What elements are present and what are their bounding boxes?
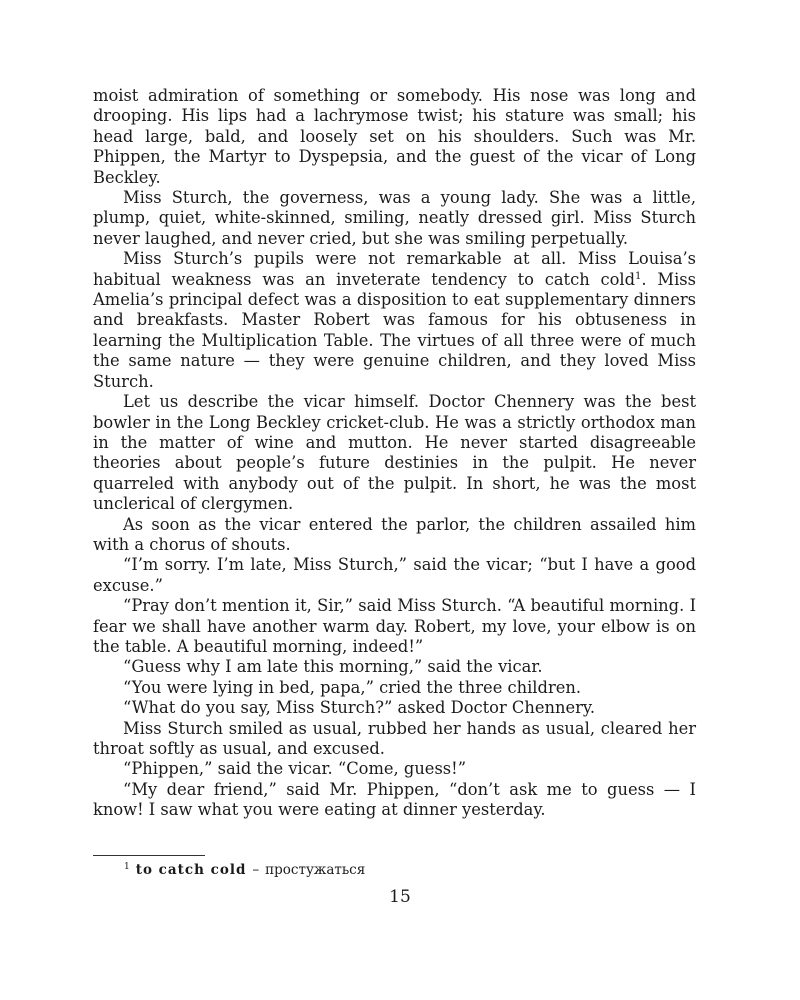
page-body bbox=[93, 86, 696, 821]
footnote-mark: 1 bbox=[124, 862, 130, 872]
footnote-reference: 1 bbox=[635, 270, 642, 282]
paragraph: moist admiration of something or somebody. His nose was long and drooping. His lips had a lachrymose twist; his stature was small; his head large, bald, and loosely set on his shoulders. Such was Mr. Phippen, the Martyr to Dyspepsia, and the guest of the vicar of Long Beckley. bbox=[93, 86, 696, 187]
paragraph: Miss Sturch, the governess, was a young lady. She was a little, plump, quiet, white-skinned, smiling, neatly dressed girl. Miss Sturch never laughed, and never cried, but she was smiling perpetually. bbox=[93, 188, 696, 248]
footnote-divider bbox=[93, 855, 205, 856]
footnote-dash: – bbox=[252, 862, 260, 878]
paragraph: Let us describe the vicar himself. Doctor Chennery was the best bowler in the Long Beckley cricket-club. He was a strictly orthodox man in the matter of wine and mutton. He never started disagreeable theories about people’s future destinies in the pulpit. He never quarreled with anybody out of the pulpit. In short, he was the most unclerical of clergymen. bbox=[93, 392, 696, 514]
footnote-term: to catch cold bbox=[135, 862, 247, 878]
paragraph: “Phippen,” said the vicar. “Come, guess!” bbox=[123, 759, 467, 779]
paragraph: “Pray don’t mention it, Sir,” said Miss Sturch. “A beautiful morning. I fear we shall have another warm day. Robert, my love, your elbow is on the table. A beautiful morning, indeed!” bbox=[93, 596, 696, 656]
paragraph: “My dear friend,” said Mr. Phippen, “don’t ask me to guess — I know! I saw what you were eating at dinner yesterday. bbox=[93, 779, 696, 820]
paragraph-text: Miss Sturch’s pupils were not remarkable at all. Miss Louisa’s habitual weakness was an inveterate tendency to catch cold bbox=[93, 249, 696, 289]
paragraph-with-footnote: Miss Sturch’s pupils were not remarkable at all. Miss Louisa’s habitual weakness was an inveterate tendency to catch cold$^1$. Miss Amelia’s principal defect was a disposition to eat supplementary dinners and breakfasts. Master Robert was famous for his obtuseness in learning the Multiplication Table. The virtues of all three were of much the same nature — they were genuine children, and they loved Miss Sturch. bbox=[93, 249, 696, 391]
paragraph: “You were lying in bed, papa,” cried the three children. bbox=[123, 677, 582, 697]
footnote bbox=[124, 862, 365, 878]
paragraph: “Guess why I am late this morning,” said the vicar. bbox=[123, 657, 543, 677]
footnote-translation: простужаться bbox=[265, 862, 366, 878]
paragraph: Miss Sturch smiled as usual, rubbed her hands as usual, cleared her throat softly as usual, and excused. bbox=[93, 718, 696, 758]
paragraph: “What do you say, Miss Sturch?” asked Doctor Chennery. bbox=[123, 698, 596, 718]
paragraph: As soon as the vicar entered the parlor, the children assailed him with a chorus of shouts. bbox=[93, 514, 696, 554]
paragraph: “I’m sorry. I’m late, Miss Sturch,” said the vicar; “but I have a good excuse.” bbox=[93, 555, 696, 595]
page-number: 15 bbox=[389, 887, 411, 907]
paragraph-text-continued: Miss Amelia’s principal defect was a disposition to eat supplementary dinners and breakfasts. Master Robert was famous for his obtuseness in learning the Multiplication Table. The virtues of all three were of much the same nature — they were genuine children, and they loved Miss Sturch. bbox=[93, 269, 696, 391]
